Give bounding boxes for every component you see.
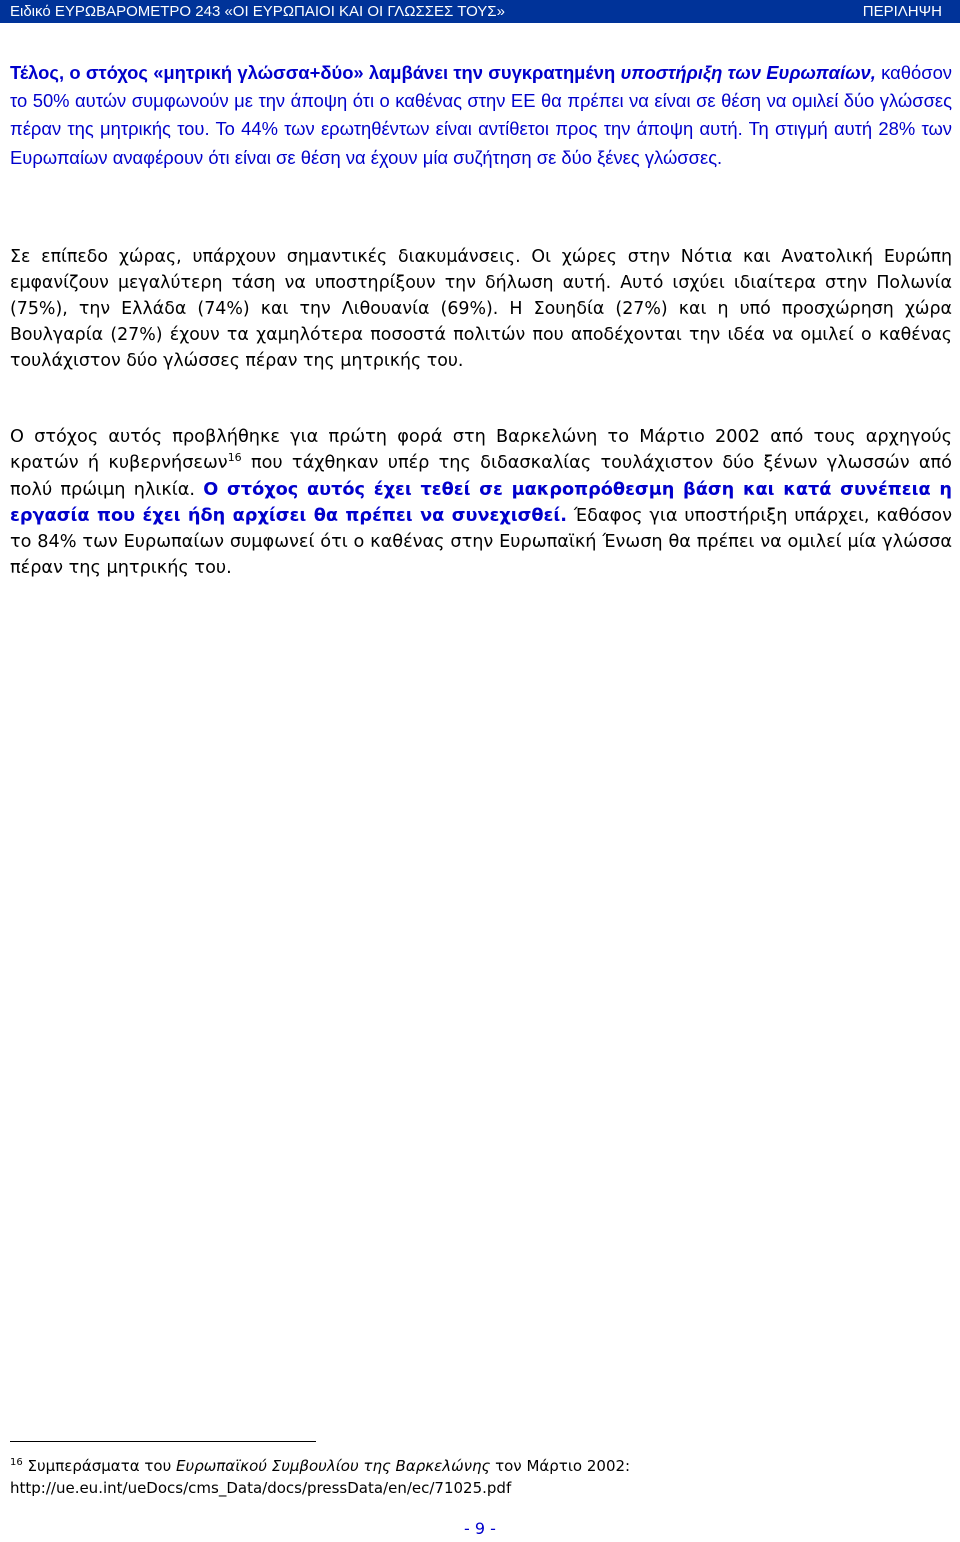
page-number: - 9 - xyxy=(464,1519,496,1538)
footnote xyxy=(10,1455,940,1499)
p3-text-a: Ο στόχος αυτός προβλήθηκε για πρώτη φορά στη Βαρκελώνη το Μάρτιο 2002 από τους αρχηγούς κρατών ή κυβερνήσεων xyxy=(10,427,952,474)
paragraph-1 xyxy=(10,59,952,172)
section-label: ΠΕΡΙΛΗΨΗ xyxy=(862,3,942,20)
p2-text: Σε επίπεδο χώρας, υπάρχουν σημαντικές διακυμάνσεις. Οι χώρες στην Νότια και Ανατολική Ευρώπη εμφανίζουν μεγαλύτερη τάση να υποστηρίξουν την δήλωση αυτή. Αυτό ισχύει ιδιαίτερα στην Πολωνία (75%), την Ελλάδα (74%) και την Λιθουανία (69%). Η Σουηδία (27%) και η υπό προσχώρηση χώρα Βουλγαρία (27%) έχουν τα χαμηλότερα ποσοστά πολιτών που αποδέχονται την ιδέα να ομιλεί ο καθένας τουλάχιστον δύο γλώσσες πέραν της μητρικής του. xyxy=(10,247,952,371)
p1-rest: καθόσον το 50% αυτών συμφωνούν με την άποψη ότι ο καθένας στην ΕΕ θα πρέπει να είναι σε θέση να ομιλεί δύο γλώσσες πέραν της μητρικής του. Το 44% των ερωτηθέντων είναι αντίθετοι προς την άποψη αυτή. Τη στιγμή αυτή 28% των Ευρωπαίων αναφέρουν ότι είναι σε θέση να έχουν μία συζήτηση σε δύο ξένες γλώσσες. xyxy=(10,62,952,168)
p1-bold-italic: υποστήριξη των Ευρωπαίων, xyxy=(620,62,876,83)
footnote-divider xyxy=(10,1441,316,1442)
paragraph-2 xyxy=(10,245,952,375)
footnote-text-a: Συμπεράσματα του xyxy=(22,1457,177,1475)
footnote-url[interactable]: http://ue.eu.int/ueDocs/cms_Data/docs/pressData/en/ec/71025.pdf xyxy=(10,1479,512,1497)
p3-text-b: που τάχθηκαν υπέρ της διδασκαλίας τουλάχιστον δύο ξένων γλωσσών από πολύ πρώιμη ηλικία. xyxy=(10,453,952,500)
page-header xyxy=(0,0,960,23)
footnote-reference[interactable]: 16 xyxy=(227,451,242,465)
p3-bold: Ο στόχος αυτός έχει τεθεί σε μακροπρόθεσμη βάση και κατά συνέπεια η εργασία που έχει ήδη αρχίσει θα πρέπει να συνεχισθεί. xyxy=(10,479,952,526)
p1-bold-lead: Τέλος, ο στόχος «μητρική γλώσσα+δύο» λαμβάνει την συγκρατημένη xyxy=(10,62,616,83)
footnote-number: 16 xyxy=(10,1457,23,1468)
paragraph-3 xyxy=(10,424,952,582)
report-title: Ειδικό ΕΥΡΩΒΑΡΟΜΕΤΡΟ 243 «ΟΙ ΕΥΡΩΠΑΙΟΙ ΚΑΙ ΟΙ ΓΛΩΣΣΕΣ ΤΟΥΣ» xyxy=(10,3,505,20)
footnote-text-b: τον Μάρτιο 2002: xyxy=(490,1457,631,1475)
p3-text-c: Έδαφος για υποστήριξη υπάρχει, καθόσον το 84% των Ευρωπαίων συμφωνεί ότι ο καθένας στην Ευρωπαϊκή Ένωση θα πρέπει να ομιλεί μία γλώσσα πέραν της μητρικής του. xyxy=(10,505,953,579)
footnote-italic: Ευρωπαϊκού Συμβουλίου της Βαρκελώνης xyxy=(176,1457,491,1475)
